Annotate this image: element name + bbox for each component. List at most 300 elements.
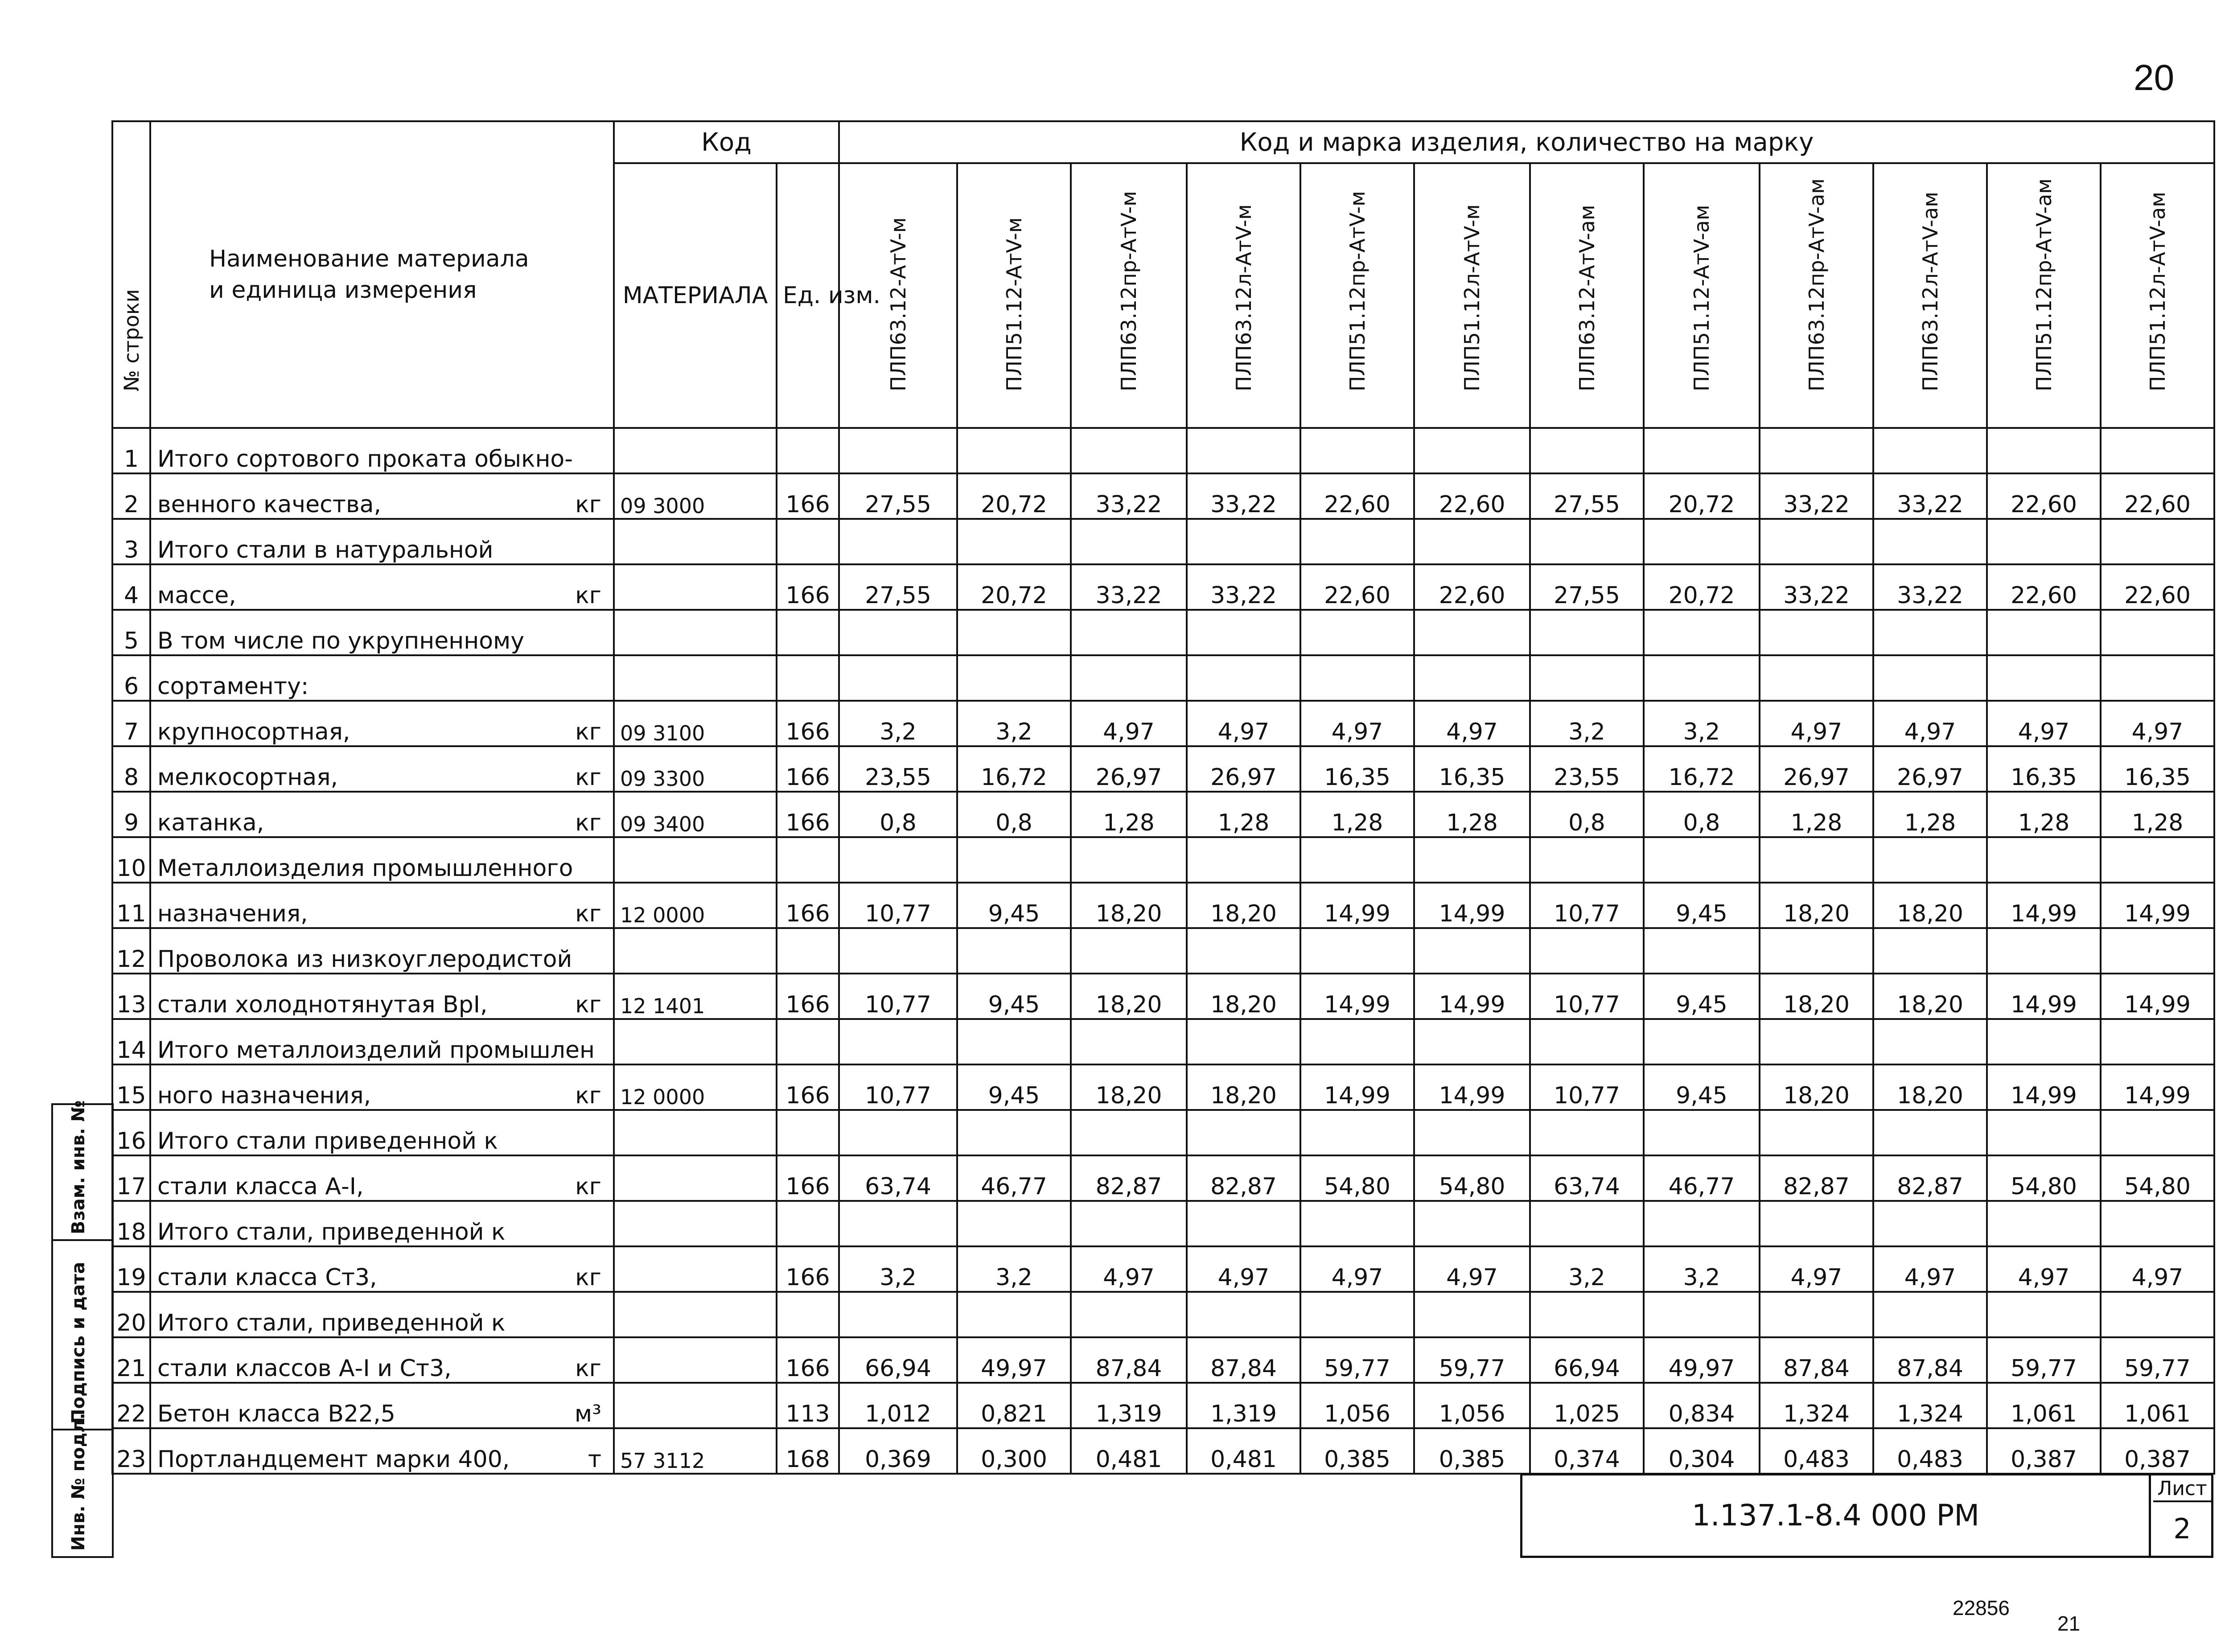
quantity-cell: 3,2 xyxy=(839,701,957,746)
material-code xyxy=(614,1383,777,1428)
quantity-cell: 1,324 xyxy=(1873,1383,1987,1428)
unit-code: 166 xyxy=(777,883,839,928)
quantity-cell xyxy=(1987,1019,2101,1064)
material-name: Портландцемент марки 400, xyxy=(157,1446,510,1473)
unit-code xyxy=(777,655,839,701)
quantity-cell: 4,97 xyxy=(1300,701,1414,746)
material-name-cell xyxy=(150,883,614,928)
unit-code: 166 xyxy=(777,1155,839,1201)
row-number: 20 xyxy=(112,1292,150,1337)
quantity-cell: 59,77 xyxy=(2101,1337,2214,1383)
material-name-cell xyxy=(150,974,614,1019)
quantity-cell xyxy=(1071,519,1187,564)
quantity-cell: 59,77 xyxy=(1987,1337,2101,1383)
quantity-cell: 18,20 xyxy=(1187,1064,1300,1110)
unit-code: 166 xyxy=(777,1246,839,1292)
header-name-cell xyxy=(150,121,614,428)
quantity-cell: 33,22 xyxy=(1873,473,1987,519)
row-number: 10 xyxy=(112,837,150,883)
material-name: катанка, xyxy=(157,810,264,836)
material-code: 12 0000 xyxy=(614,1064,777,1110)
quantity-cell xyxy=(957,1201,1071,1246)
material-name-cell xyxy=(150,1428,614,1474)
quantity-cell xyxy=(2101,837,2214,883)
quantity-cell xyxy=(1987,928,2101,974)
quantity-cell xyxy=(839,1201,957,1246)
quantity-cell xyxy=(1644,610,1760,655)
header-name-line2: и единица измерения xyxy=(209,277,477,304)
quantity-cell: 22,60 xyxy=(1300,473,1414,519)
footer-page: 21 xyxy=(2057,1612,2081,1635)
quantity-cell: 1,28 xyxy=(1071,792,1187,837)
quantity-cell: 14,99 xyxy=(1987,883,2101,928)
quantity-cell: 18,20 xyxy=(1071,974,1187,1019)
material-name: Итого сортового проката обыкно- xyxy=(157,446,573,473)
quantity-cell: 18,20 xyxy=(1760,883,1873,928)
quantity-cell xyxy=(1414,1201,1530,1246)
quantity-cell xyxy=(957,610,1071,655)
material-code xyxy=(614,1337,777,1383)
quantity-cell: 0,374 xyxy=(1530,1428,1644,1474)
quantity-cell xyxy=(2101,655,2214,701)
material-code xyxy=(614,610,777,655)
material-unit: кг xyxy=(575,1173,601,1200)
quantity-cell: 20,72 xyxy=(1644,564,1760,610)
material-name: венного качества, xyxy=(157,491,382,518)
quantity-cell: 10,77 xyxy=(1530,974,1644,1019)
quantity-cell: 14,99 xyxy=(2101,974,2214,1019)
quantity-cell: 20,72 xyxy=(957,473,1071,519)
quantity-cell xyxy=(1987,1201,2101,1246)
header-brand-cell xyxy=(1071,163,1187,428)
material-name-cell xyxy=(150,1201,614,1246)
material-name-cell xyxy=(150,610,614,655)
material-name: В том числе по укрупненному xyxy=(157,628,525,654)
quantity-cell: 4,97 xyxy=(1187,701,1300,746)
quantity-cell: 87,84 xyxy=(1873,1337,1987,1383)
quantity-cell xyxy=(1530,428,1644,473)
table-row xyxy=(112,1428,2214,1474)
quantity-cell xyxy=(839,1292,957,1337)
header-brand-cell xyxy=(1187,163,1300,428)
header-brand-label: ПЛП51.12-АтV-ам xyxy=(1690,205,1714,391)
unit-code: 166 xyxy=(777,974,839,1019)
quantity-cell: 66,94 xyxy=(1530,1337,1644,1383)
quantity-cell: 26,97 xyxy=(1760,746,1873,792)
quantity-cell xyxy=(1414,1110,1530,1155)
table-row xyxy=(112,1201,2214,1246)
quantity-cell: 0,8 xyxy=(1530,792,1644,837)
quantity-cell xyxy=(1414,1019,1530,1064)
quantity-cell: 16,35 xyxy=(1300,746,1414,792)
quantity-cell: 14,99 xyxy=(1300,1064,1414,1110)
quantity-cell: 33,22 xyxy=(1873,564,1987,610)
quantity-cell: 4,97 xyxy=(1300,1246,1414,1292)
table-row xyxy=(112,1110,2214,1155)
material-unit: кг xyxy=(575,1355,601,1382)
quantity-cell: 22,60 xyxy=(1300,564,1414,610)
quantity-cell: 10,77 xyxy=(839,883,957,928)
material-code xyxy=(614,655,777,701)
material-code: 57 3112 xyxy=(614,1428,777,1474)
material-name-cell xyxy=(150,928,614,974)
quantity-cell xyxy=(1414,519,1530,564)
quantity-cell: 16,72 xyxy=(1644,746,1760,792)
unit-code: 166 xyxy=(777,564,839,610)
quantity-cell: 54,80 xyxy=(1987,1155,2101,1201)
header-brand-cell xyxy=(1530,163,1644,428)
quantity-cell: 1,28 xyxy=(1187,792,1300,837)
header-brand-label: ПЛП63.12л-АтV-ам xyxy=(1918,192,1942,391)
quantity-cell xyxy=(1760,928,1873,974)
material-name: Итого стали приведенной к xyxy=(157,1128,498,1155)
row-number: 23 xyxy=(112,1428,150,1474)
material-name: ного назначения, xyxy=(157,1082,371,1109)
header-brand-label: ПЛП63.12пр-АтV-м xyxy=(1117,191,1141,391)
quantity-cell: 3,2 xyxy=(839,1246,957,1292)
material-code xyxy=(614,1110,777,1155)
quantity-cell xyxy=(1414,837,1530,883)
row-number: 3 xyxy=(112,519,150,564)
quantity-cell xyxy=(1530,1019,1644,1064)
quantity-cell xyxy=(1760,1201,1873,1246)
quantity-cell xyxy=(1873,1019,1987,1064)
quantity-cell: 0,481 xyxy=(1187,1428,1300,1474)
quantity-cell: 4,97 xyxy=(1071,701,1187,746)
quantity-cell xyxy=(2101,610,2214,655)
row-number: 18 xyxy=(112,1201,150,1246)
table-row xyxy=(112,428,2214,473)
header-brand-label: ПЛП51.12л-АтV-м xyxy=(1460,204,1484,391)
quantity-cell: 20,72 xyxy=(957,564,1071,610)
material-name: стали класса Ст3, xyxy=(157,1264,377,1291)
material-name-cell xyxy=(150,428,614,473)
table-row xyxy=(112,1337,2214,1383)
quantity-cell: 14,99 xyxy=(1414,974,1530,1019)
quantity-cell: 1,28 xyxy=(1760,792,1873,837)
quantity-cell: 0,385 xyxy=(1414,1428,1530,1474)
quantity-cell xyxy=(1987,519,2101,564)
quantity-cell: 3,2 xyxy=(957,1246,1071,1292)
material-name: Металлоизделия промышленного xyxy=(157,855,573,882)
quantity-cell xyxy=(1300,928,1414,974)
quantity-cell: 4,97 xyxy=(1414,1246,1530,1292)
quantity-cell: 16,35 xyxy=(2101,746,2214,792)
header-brand-cell xyxy=(957,163,1071,428)
quantity-cell xyxy=(1300,655,1414,701)
row-number: 15 xyxy=(112,1064,150,1110)
header-brand-cell xyxy=(839,163,957,428)
table-row xyxy=(112,655,2214,701)
quantity-cell: 1,319 xyxy=(1071,1383,1187,1428)
quantity-cell: 16,35 xyxy=(1987,746,2101,792)
table-row xyxy=(112,1019,2214,1064)
quantity-cell xyxy=(957,1292,1071,1337)
header-brand-cell xyxy=(1987,163,2101,428)
quantity-cell: 9,45 xyxy=(1644,974,1760,1019)
table-row xyxy=(112,746,2214,792)
quantity-cell: 54,80 xyxy=(1414,1155,1530,1201)
quantity-cell: 1,061 xyxy=(2101,1383,2214,1428)
quantity-cell xyxy=(2101,1019,2214,1064)
material-name-cell xyxy=(150,1246,614,1292)
quantity-cell xyxy=(1300,428,1414,473)
quantity-cell xyxy=(1873,1201,1987,1246)
material-name: Итого стали, приведенной к xyxy=(157,1219,506,1245)
row-number: 14 xyxy=(112,1019,150,1064)
quantity-cell: 54,80 xyxy=(1300,1155,1414,1201)
quantity-cell: 3,2 xyxy=(1530,1246,1644,1292)
unit-code: 166 xyxy=(777,701,839,746)
material-unit: кг xyxy=(575,991,601,1018)
header-brand-cell xyxy=(1644,163,1760,428)
quantity-cell xyxy=(1414,428,1530,473)
quantity-cell: 0,387 xyxy=(2101,1428,2214,1474)
header-brand-cell xyxy=(1414,163,1530,428)
quantity-cell: 9,45 xyxy=(957,883,1071,928)
title-block xyxy=(1520,1473,2213,1558)
unit-code: 166 xyxy=(777,746,839,792)
material-name-cell xyxy=(150,1019,614,1064)
header-code-group: Код xyxy=(614,121,839,163)
quantity-cell xyxy=(1760,1019,1873,1064)
quantity-cell xyxy=(1530,1110,1644,1155)
material-name-cell xyxy=(150,837,614,883)
material-name: Итого стали, приведенной к xyxy=(157,1310,506,1336)
quantity-cell: 33,22 xyxy=(1760,473,1873,519)
quantity-cell: 1,324 xyxy=(1760,1383,1873,1428)
material-code: 09 3300 xyxy=(614,746,777,792)
header-brand-group: Код и марка изделия, количество на марку xyxy=(839,121,2214,163)
quantity-cell xyxy=(1530,519,1644,564)
quantity-cell: 0,300 xyxy=(957,1428,1071,1474)
quantity-cell xyxy=(957,837,1071,883)
table-row xyxy=(112,564,2214,610)
quantity-cell xyxy=(1987,1110,2101,1155)
material-code xyxy=(614,1019,777,1064)
quantity-cell: 16,72 xyxy=(957,746,1071,792)
material-name-cell xyxy=(150,473,614,519)
quantity-cell: 33,22 xyxy=(1071,473,1187,519)
quantity-cell: 18,20 xyxy=(1071,1064,1187,1110)
quantity-cell: 9,45 xyxy=(1644,1064,1760,1110)
quantity-cell xyxy=(1530,1292,1644,1337)
quantity-cell: 87,84 xyxy=(1187,1337,1300,1383)
material-name: назначения, xyxy=(157,900,308,927)
quantity-cell: 1,28 xyxy=(2101,792,2214,837)
quantity-cell: 4,97 xyxy=(1414,701,1530,746)
quantity-cell: 4,97 xyxy=(1071,1246,1187,1292)
material-name-cell xyxy=(150,701,614,746)
quantity-cell: 4,97 xyxy=(1987,1246,2101,1292)
quantity-cell: 1,319 xyxy=(1187,1383,1300,1428)
quantity-cell: 22,60 xyxy=(2101,473,2214,519)
quantity-cell: 18,20 xyxy=(1873,974,1987,1019)
quantity-cell xyxy=(839,428,957,473)
quantity-cell: 1,056 xyxy=(1300,1383,1414,1428)
quantity-cell: 18,20 xyxy=(1760,974,1873,1019)
header-brand-label: ПЛП63.12пр-АтV-ам xyxy=(1804,178,1829,391)
quantity-cell: 0,8 xyxy=(957,792,1071,837)
material-unit: кг xyxy=(575,582,601,609)
quantity-cell xyxy=(957,519,1071,564)
quantity-cell: 1,28 xyxy=(1300,792,1414,837)
quantity-cell xyxy=(957,1019,1071,1064)
material-name-cell xyxy=(150,1383,614,1428)
quantity-cell: 0,304 xyxy=(1644,1428,1760,1474)
quantity-cell: 26,97 xyxy=(1873,746,1987,792)
quantity-cell xyxy=(1300,1019,1414,1064)
table-row xyxy=(112,1064,2214,1110)
row-number: 22 xyxy=(112,1383,150,1428)
material-name: Проволока из низкоуглеродистой xyxy=(157,946,572,973)
quantity-cell: 1,061 xyxy=(1987,1383,2101,1428)
quantity-cell: 9,45 xyxy=(957,1064,1071,1110)
quantity-cell: 14,99 xyxy=(2101,883,2214,928)
unit-code: 166 xyxy=(777,792,839,837)
quantity-cell: 0,483 xyxy=(1873,1428,1987,1474)
unit-code: 166 xyxy=(777,1337,839,1383)
quantity-cell xyxy=(1187,610,1300,655)
row-number: 16 xyxy=(112,1110,150,1155)
quantity-cell xyxy=(1873,519,1987,564)
quantity-cell: 66,94 xyxy=(839,1337,957,1383)
table-row xyxy=(112,1246,2214,1292)
quantity-cell xyxy=(1760,610,1873,655)
material-name: стали холоднотянутая ВрI, xyxy=(157,991,488,1018)
material-name: мелкосортная, xyxy=(157,764,338,791)
stamp-inv-repl: Взам. инв. № xyxy=(68,1100,89,1234)
quantity-cell: 4,97 xyxy=(1873,1246,1987,1292)
quantity-cell: 87,84 xyxy=(1071,1337,1187,1383)
quantity-cell: 1,28 xyxy=(1873,792,1987,837)
table-row xyxy=(112,1383,2214,1428)
quantity-cell: 4,97 xyxy=(2101,701,2214,746)
quantity-cell: 10,77 xyxy=(839,1064,957,1110)
quantity-cell: 14,99 xyxy=(1300,883,1414,928)
unit-code xyxy=(777,837,839,883)
material-name: массе, xyxy=(157,582,236,609)
quantity-cell: 22,60 xyxy=(1987,564,2101,610)
header-row-no: № строки xyxy=(119,289,144,391)
quantity-cell xyxy=(1530,1201,1644,1246)
material-unit: т xyxy=(588,1446,601,1473)
quantity-cell: 16,35 xyxy=(1414,746,1530,792)
unit-code: 113 xyxy=(777,1383,839,1428)
quantity-cell xyxy=(1187,1110,1300,1155)
quantity-cell xyxy=(1300,610,1414,655)
quantity-cell: 82,87 xyxy=(1071,1155,1187,1201)
header-name-line1: Наименование материала xyxy=(209,246,529,272)
quantity-cell: 4,97 xyxy=(1187,1246,1300,1292)
quantity-cell xyxy=(1873,928,1987,974)
material-unit: кг xyxy=(575,764,601,791)
material-code xyxy=(614,564,777,610)
stamp-cell-orig xyxy=(53,1413,112,1556)
quantity-cell: 33,22 xyxy=(1071,564,1187,610)
stamp-sign-date: Подпись и дата xyxy=(68,1262,89,1424)
quantity-cell: 82,87 xyxy=(1873,1155,1987,1201)
quantity-cell: 3,2 xyxy=(957,701,1071,746)
quantity-cell xyxy=(1071,428,1187,473)
header-brand-label: ПЛП51.12пр-АтV-ам xyxy=(2032,178,2056,391)
quantity-cell xyxy=(1530,837,1644,883)
quantity-cell: 14,99 xyxy=(1987,974,2101,1019)
quantity-cell xyxy=(1414,928,1530,974)
material-code xyxy=(614,1155,777,1201)
material-name: сортаменту: xyxy=(157,673,309,700)
quantity-cell: 0,481 xyxy=(1071,1428,1187,1474)
quantity-cell: 0,385 xyxy=(1300,1428,1414,1474)
quantity-cell: 4,97 xyxy=(1873,701,1987,746)
quantity-cell: 18,20 xyxy=(1187,883,1300,928)
quantity-cell xyxy=(1644,519,1760,564)
quantity-cell: 54,80 xyxy=(2101,1155,2214,1201)
unit-code xyxy=(777,1201,839,1246)
quantity-cell xyxy=(839,519,957,564)
quantity-cell xyxy=(2101,1292,2214,1337)
quantity-cell: 82,87 xyxy=(1760,1155,1873,1201)
quantity-cell: 18,20 xyxy=(1187,974,1300,1019)
quantity-cell xyxy=(1760,655,1873,701)
unit-code: 166 xyxy=(777,1064,839,1110)
material-name-cell xyxy=(150,1292,614,1337)
quantity-cell: 14,99 xyxy=(1414,883,1530,928)
quantity-cell xyxy=(1300,1201,1414,1246)
table-row xyxy=(112,1292,2214,1337)
stamp-cell-sign xyxy=(53,1241,112,1430)
quantity-cell: 23,55 xyxy=(839,746,957,792)
material-code xyxy=(614,1292,777,1337)
material-name-cell xyxy=(150,746,614,792)
material-name: стали классов А-I и Ст3, xyxy=(157,1355,452,1382)
material-unit: кг xyxy=(575,900,601,927)
quantity-cell: 0,369 xyxy=(839,1428,957,1474)
material-unit: кг xyxy=(575,1264,601,1291)
material-code xyxy=(614,837,777,883)
quantity-cell: 0,8 xyxy=(1644,792,1760,837)
header-brand-cell xyxy=(2101,163,2214,428)
material-name-cell xyxy=(150,1155,614,1201)
quantity-cell xyxy=(1987,1292,2101,1337)
quantity-cell xyxy=(1644,1110,1760,1155)
material-name-cell xyxy=(150,792,614,837)
header-brand-label: ПЛП51.12-АтV-м xyxy=(1002,217,1026,391)
header-material: МАТЕРИАЛА xyxy=(614,163,777,428)
unit-code xyxy=(777,428,839,473)
quantity-cell: 1,025 xyxy=(1530,1383,1644,1428)
table-row xyxy=(112,473,2214,519)
material-name: Итого стали в натуральной xyxy=(157,537,494,563)
quantity-cell: 49,97 xyxy=(1644,1337,1760,1383)
quantity-cell xyxy=(1414,655,1530,701)
quantity-cell xyxy=(1987,428,2101,473)
quantity-cell xyxy=(1187,837,1300,883)
quantity-cell xyxy=(1987,655,2101,701)
quantity-cell xyxy=(1187,1201,1300,1246)
header-unit: Ед. изм. xyxy=(777,163,839,428)
header-brand-label: ПЛП63.12л-АтV-м xyxy=(1231,204,1256,391)
quantity-cell xyxy=(1187,519,1300,564)
quantity-cell: 27,55 xyxy=(839,473,957,519)
quantity-cell xyxy=(1760,1292,1873,1337)
material-code: 09 3100 xyxy=(614,701,777,746)
quantity-cell: 18,20 xyxy=(1071,883,1187,928)
quantity-cell xyxy=(1187,1019,1300,1064)
quantity-cell: 10,77 xyxy=(1530,1064,1644,1110)
quantity-cell xyxy=(1300,1292,1414,1337)
material-code xyxy=(614,1246,777,1292)
